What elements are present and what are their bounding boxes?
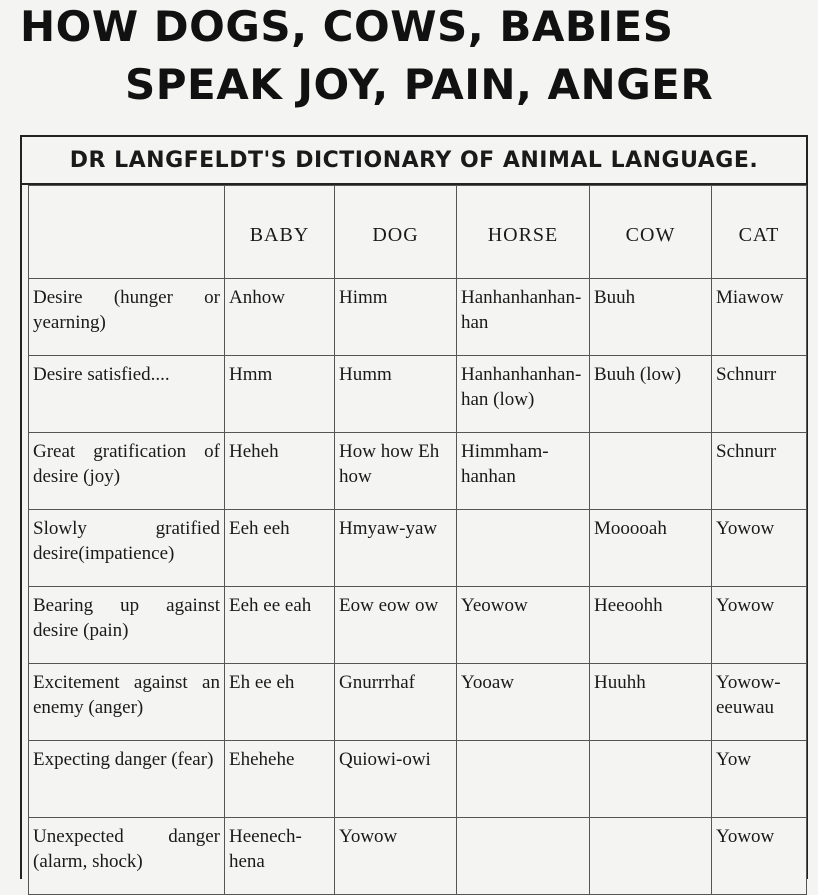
cell-cat: Yowow — [712, 818, 807, 895]
cell-cat: Yowow — [712, 510, 807, 587]
row-label: Expecting danger (fear) — [29, 741, 225, 818]
cell-dog: Eow eow ow — [335, 587, 457, 664]
headline-line-1: HOW DOGS, COWS, BABIES — [20, 2, 674, 51]
header-cat: CAT — [712, 186, 807, 279]
table-row — [29, 510, 807, 587]
table-row — [29, 818, 807, 895]
cell-dog: Gnurrrhaf — [335, 664, 457, 741]
cell-dog: How how Eh how — [335, 433, 457, 510]
cell-baby: Hmm — [225, 356, 335, 433]
cell-cat: Yowow — [712, 587, 807, 664]
row-label: Great gratification of desire (joy) — [29, 433, 225, 510]
cell-cow: Mooooah — [590, 510, 712, 587]
cell-baby: Ehehehe — [225, 741, 335, 818]
cell-cat: Schnurr — [712, 433, 807, 510]
cell-cow — [590, 818, 712, 895]
cell-baby: Heenech-hena — [225, 818, 335, 895]
table-row — [29, 356, 807, 433]
cell-horse: Yeowow — [457, 587, 590, 664]
row-label: Slowly gratified desire(impatience) — [29, 510, 225, 587]
cell-dog: Humm — [335, 356, 457, 433]
cell-cow: Buuh (low) — [590, 356, 712, 433]
table-row — [29, 664, 807, 741]
row-label: Unexpected danger (alarm, shock) — [29, 818, 225, 895]
cell-horse — [457, 741, 590, 818]
table-row — [29, 587, 807, 664]
dictionary-title: DR LANGFELDT'S DICTIONARY OF ANIMAL LANGUAGE. — [22, 137, 806, 185]
cell-horse — [457, 818, 590, 895]
cell-cow: Heeoohh — [590, 587, 712, 664]
table-row — [29, 741, 807, 818]
cell-cat: Miawow — [712, 279, 807, 356]
row-label: Desire (hunger or yearning) — [29, 279, 225, 356]
dictionary-box — [20, 135, 808, 879]
cell-cow — [590, 433, 712, 510]
cell-cat: Schnurr — [712, 356, 807, 433]
row-label: Excitement against an enemy (anger) — [29, 664, 225, 741]
header-cow: COW — [590, 186, 712, 279]
header-row — [29, 186, 807, 279]
cell-baby: Eh ee eh — [225, 664, 335, 741]
cell-baby: Eeh ee eah — [225, 587, 335, 664]
row-label: Desire satisfied.... — [29, 356, 225, 433]
header-horse: HORSE — [457, 186, 590, 279]
cell-horse: Himmham-hanhan — [457, 433, 590, 510]
table-row — [29, 433, 807, 510]
cell-cow: Buuh — [590, 279, 712, 356]
cell-dog: Hmyaw-yaw — [335, 510, 457, 587]
cell-horse: Hanhanhanhan-han — [457, 279, 590, 356]
cell-cat: Yowow-eeuwau — [712, 664, 807, 741]
cell-baby: Anhow — [225, 279, 335, 356]
cell-horse: Hanhanhanhan-han (low) — [457, 356, 590, 433]
cell-cow — [590, 741, 712, 818]
cell-cow: Huuhh — [590, 664, 712, 741]
table-row — [29, 279, 807, 356]
cell-dog: Himm — [335, 279, 457, 356]
cell-baby: Eeh eeh — [225, 510, 335, 587]
header-baby: BABY — [225, 186, 335, 279]
cell-horse: Yooaw — [457, 664, 590, 741]
cell-dog: Quiowi-owi — [335, 741, 457, 818]
headline-line-2: SPEAK JOY, PAIN, ANGER — [125, 60, 714, 109]
row-label: Bearing up against desire (pain) — [29, 587, 225, 664]
dictionary-table — [28, 185, 807, 895]
cell-dog: Yowow — [335, 818, 457, 895]
cell-horse — [457, 510, 590, 587]
header-empty — [29, 186, 225, 279]
cell-cat: Yow — [712, 741, 807, 818]
cell-baby: Heheh — [225, 433, 335, 510]
header-dog: DOG — [335, 186, 457, 279]
